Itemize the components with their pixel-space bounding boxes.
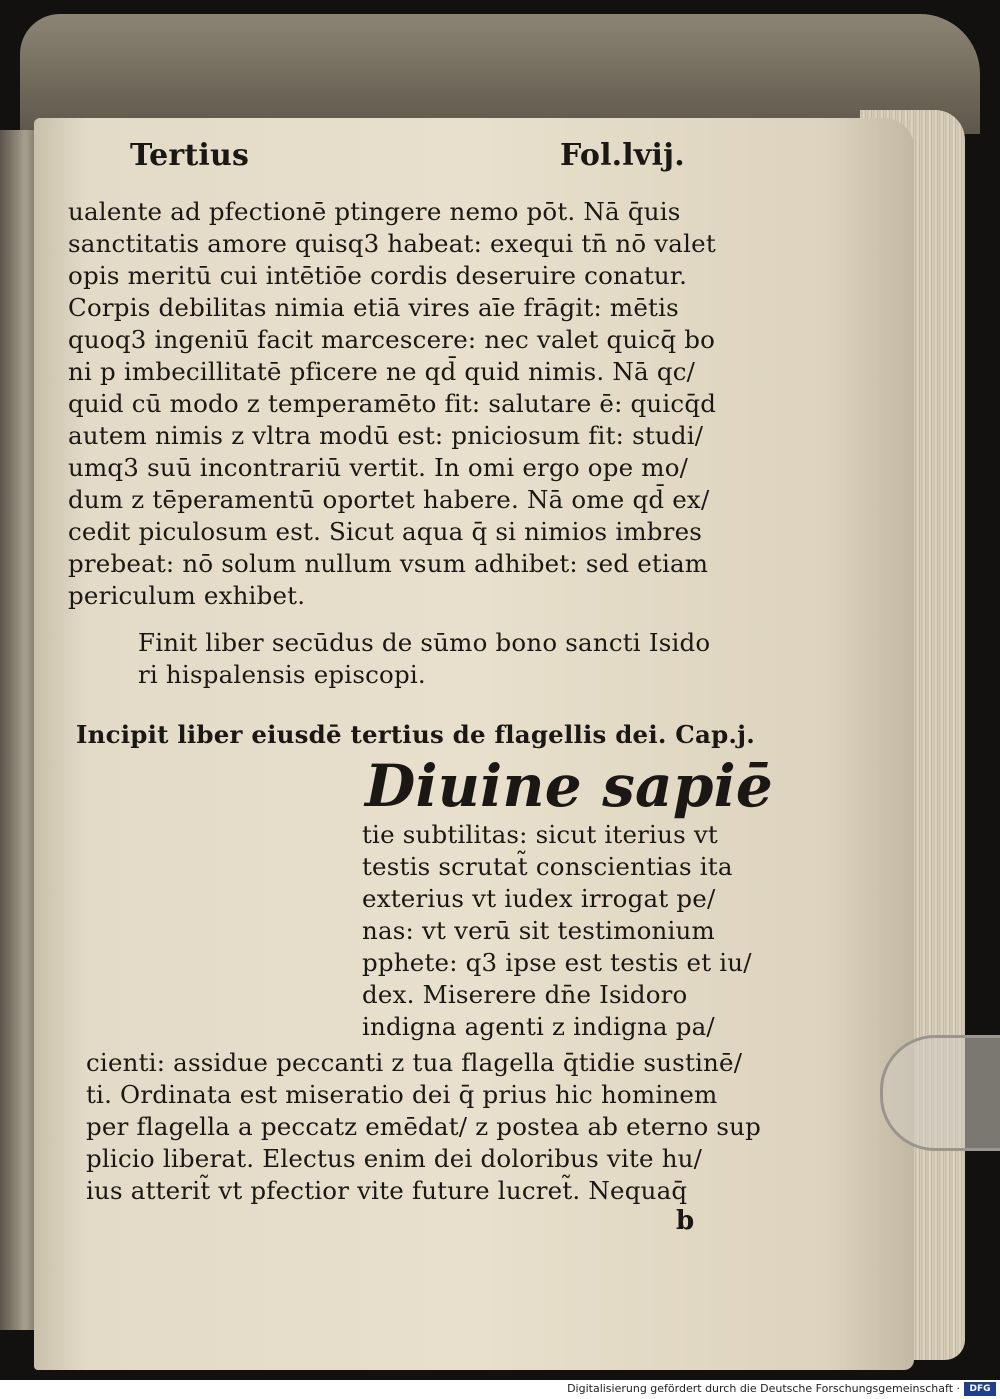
text-line: dum z tēperamentū oportet habere. Nā ome qd̄ ex/ xyxy=(68,485,710,514)
funding-notice: Digitalisierung gefördert durch die Deutsche Forschungsgemeinschaft · xyxy=(567,1382,960,1395)
text-line: indigna agenti z indigna pa/ xyxy=(362,1012,715,1041)
text-line: autem nimis z vltra modū est: pniciosum fit: studi/ xyxy=(68,421,704,450)
text-line: per flagella a peccatz emēdat/ z postea ab eterno sup xyxy=(86,1112,762,1141)
text-line: ni p imbecillitatē pficere ne qd̄ quid nimis. Nā qc/ xyxy=(68,357,696,386)
text-line: opis meritū cui intētiōe cordis deseruire conatur. xyxy=(68,261,688,290)
running-head-left: Tertius xyxy=(130,138,250,173)
text-line: quoq3 ingeniū facit marcescere: nec valet quicq̄ bo xyxy=(68,325,716,354)
initial-heading: Diuine sapiē xyxy=(365,752,773,820)
text-line: ualente ad pfectionē ptingere nemo pōt. Nā q̄uis xyxy=(68,197,681,226)
dfg-logo: DFG xyxy=(964,1382,996,1396)
text-line: testis scrutat̃ conscientias ita xyxy=(362,852,733,881)
text-line: dex. Miserere dn̄e Isidoro xyxy=(362,980,688,1009)
text-line: nas: vt verū sit testimonium xyxy=(362,916,715,945)
explicit-line: ri hispalensis episcopi. xyxy=(138,660,426,689)
text-line: umq3 suū incontrariū vertit. In omi ergo ope mo/ xyxy=(68,453,689,482)
text-line: plicio liberat. Electus enim dei doloribus vite hu/ xyxy=(86,1144,703,1173)
folio-number: Fol.lvij. xyxy=(560,138,685,173)
text-line: quid cū modo z temperamēto fit: salutare ē: quicq̄d xyxy=(68,389,717,418)
text-line: exterius vt iudex irrogat pe/ xyxy=(362,884,716,913)
text-line: Corpis debilitas nimia etiā vires aīe frāgit: mētis xyxy=(68,293,679,322)
text-line: sanctitatis amore quisq3 habeat: exequi tn̄ nō valet xyxy=(68,229,716,258)
text-line: ius atterit̃ vt pfectior vite future lucret̃. Nequaq̄ xyxy=(86,1176,688,1205)
footer-bar xyxy=(0,1380,1000,1399)
book-top-edge xyxy=(20,14,980,134)
text-line: periculum exhibet. xyxy=(68,581,306,610)
incipit-heading: Incipit liber eiusdē tertius de flagellis dei. Cap.j. xyxy=(76,720,755,749)
signature-mark: b xyxy=(676,1206,695,1236)
text-line: prebeat: nō solum nullum vsum adhibet: sed etiam xyxy=(68,549,709,578)
text-line: pphete: q3 ipse est testis et iu/ xyxy=(362,948,752,977)
text-line: cedit piculosum est. Sicut aqua q̄ si nimios imbres xyxy=(68,517,703,546)
text-line: ti. Ordinata est miseratio dei q̄ prius hic hominem xyxy=(86,1080,718,1109)
book-clip xyxy=(880,1035,1000,1151)
explicit-line: Finit liber secūdus de sūmo bono sancti Isido xyxy=(138,628,711,657)
text-line: tie subtilitas: sicut iterius vt xyxy=(362,820,718,849)
text-line: cienti: assidue peccanti z tua flagella q̄tidie sustinē/ xyxy=(86,1048,743,1077)
